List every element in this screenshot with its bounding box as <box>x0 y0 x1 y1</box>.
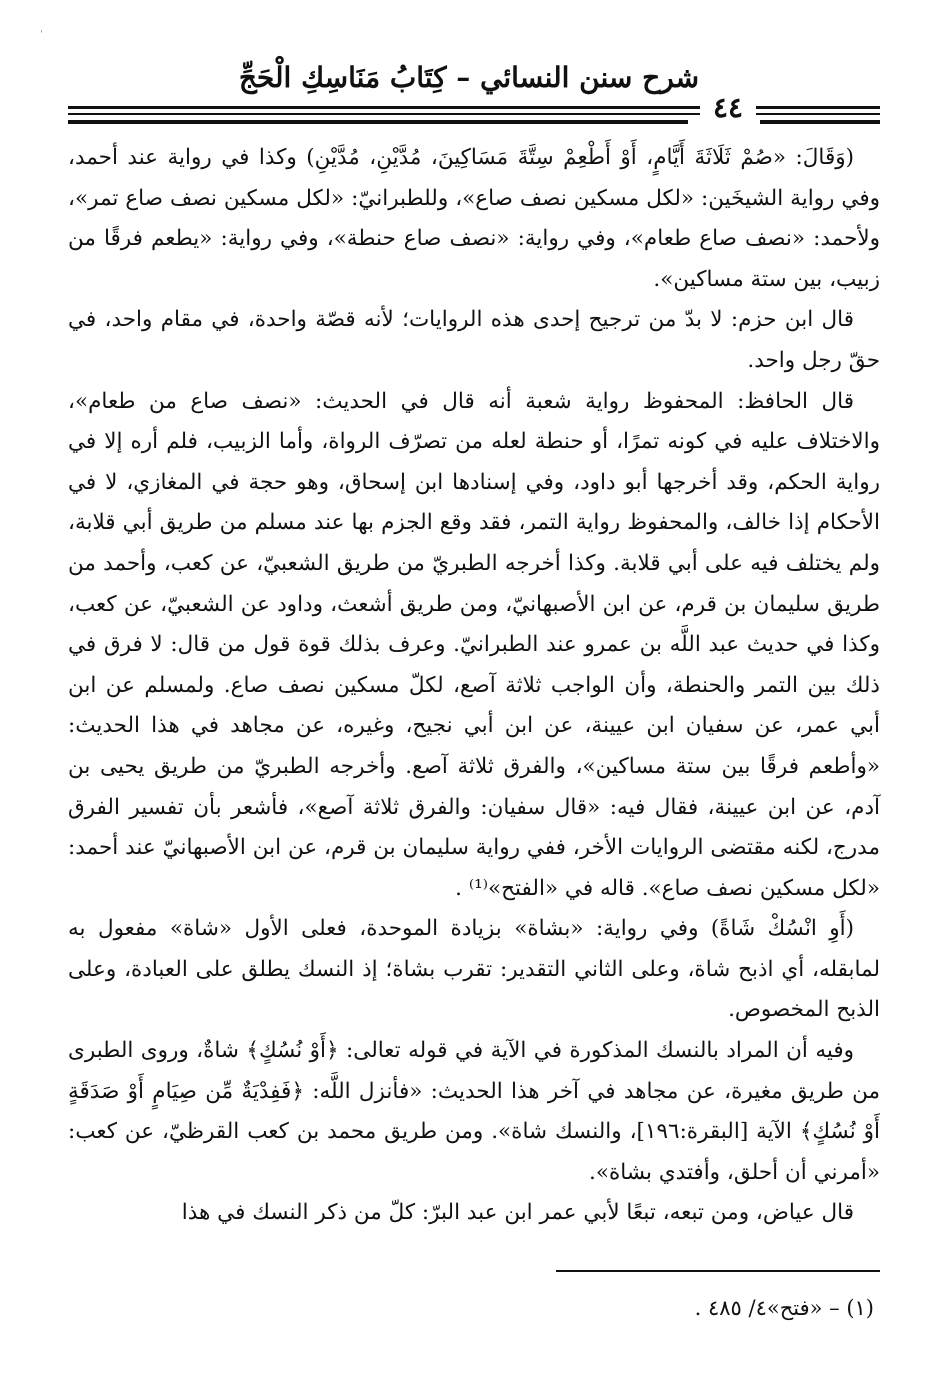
main-text <box>68 138 880 1234</box>
paragraph: قال ابن حزم: لا بدّ من ترجيح إحدى هذه الروايات؛ لأنه قصّة واحدة، في مقام واحد، في حقّ رجل واحد. <box>68 307 880 373</box>
header-rule-bottom-left <box>68 120 688 124</box>
header-rule-middle <box>68 113 880 115</box>
paragraph: (وَقَالَ: «صُمْ ثَلَاثَةَ أَيَّامٍ، أَوْ أَطْعِمْ سِتَّةَ مَسَاكِينَ، مُدَّيْنِ، مُدَّيْنِ) وكذا في رواية عند أحمد، وفي رواية الشيخَين: «لكل مسكين نصف صاع»، وللطبرانيّ: «لكل مسكين نصف صاع تمر»، ولأحمد: «نصف صاع طعام»، وفي رواية: «نصف صاع حنطة»، وفي رواية: «يطعم فرقًا من زبيب، بين ستة مساكين». <box>68 145 880 292</box>
paragraph: قال الحافظ: المحفوظ رواية شعبة أنه قال في الحديث: «نصف صاع من طعام»، والاختلاف عليه في كونه تمرًا، أو حنطة لعله من تصرّف الرواة، وأما الزبيب، فلم أره إلا في رواية الحكم، وقد أخرجها أبو داود، وفي إسنادها ابن إسحاق، وهو حجة في المغازي، لا في الأحكام إذا خالف، والمحفوظ رواية التمر، فقد وقع الجزم بها عند مسلم من طريق أبي قلابة، ولم يختلف فيه على أبي قلابة. وكذا أخرجه الطبريّ من طريق الشعبيّ، عن كعب، وأحمد من طريق سليمان بن قرم، عن ابن الأصبهانيّ، ومن طريق أشعث، وداود عن الشعبيّ، عن كعب، وكذا في حديث عبد اللَّه بن عمرو عند الطبرانيّ. وعرف بذلك قوة قول من قال: لا فرق في ذلك بين التمر والحنطة، وأن الواجب ثلاثة آصع، لكلّ مسكين نصف صاع. ولمسلم عن ابن أبي عمر، عن سفيان ابن عيينة، عن ابن أبي نجيح، وغيره، عن مجاهد في هذا الحديث: «وأطعم فرقًا بين ستة مساكين»، والفرق ثلاثة آصع. وأخرجه الطبريّ من طريق يحيى بن آدم، عن ابن عيينة، فقال فيه: «قال سفيان: والفرق ثلاثة آصع»، فأشعر بأن تفسير الفرق مدرج، لكنه مقتضى الروايات الأخر، ففي رواية سليمان بن قرم، عن ابن الأصبهانيّ عند أحمد: «لكل مسكين نصف صاع». قاله في «الفتح»⁽¹⁾ . <box>68 388 880 901</box>
footnote-separator <box>556 1270 880 1272</box>
paragraph: (أَوِ انْسُكْ شَاةً) وفي رواية: «بشاة» بزيادة الموحدة، فعلى الأول «شاة» مفعول به لمابقله، أي اذبح شاة، وعلى الثاني التقدير: تقرب بشاة؛ إذ النسك يطلق على العبادة، وعلى الذبح المخصوص. <box>68 916 880 1023</box>
running-title: شرح سنن النسائي – كِتَابُ مَنَاسِكِ الْحَجِّ <box>238 61 700 94</box>
footnote: (١) – «فتح»٤/ ٤٨٥ . <box>694 1296 874 1320</box>
scan-mark: ˈ <box>40 30 43 41</box>
header-rule-top <box>68 106 880 109</box>
paragraph: وفيه أن المراد بالنسك المذكورة في الآية في قوله تعالى: ﴿أَوْ نُسُكٍ﴾ شاةٌ، وروى الطبرى من طريق مغيرة، عن مجاهد في آخر هذا الحديث: «فأنزل اللَّه: ﴿فَفِدْيَةٌ مِّن صِيَامٍ أَوْ صَدَقَةٍ أَوْ نُسُكٍ﴾ الآية [البقرة:١٩٦]، والنسك شاة». ومن طريق محمد بن كعب القرظيّ، عن كعب: «أمرني أن أحلق، وأفتدي بشاة». <box>68 1038 880 1185</box>
page-number: ٤٤ <box>700 92 756 124</box>
header-rule-bottom-right <box>760 120 880 124</box>
paragraph: قال عياض، ومن تبعه، تبعًا لأبي عمر ابن عبد البرّ: كلّ من ذكر النسك في هذا <box>181 1200 854 1226</box>
